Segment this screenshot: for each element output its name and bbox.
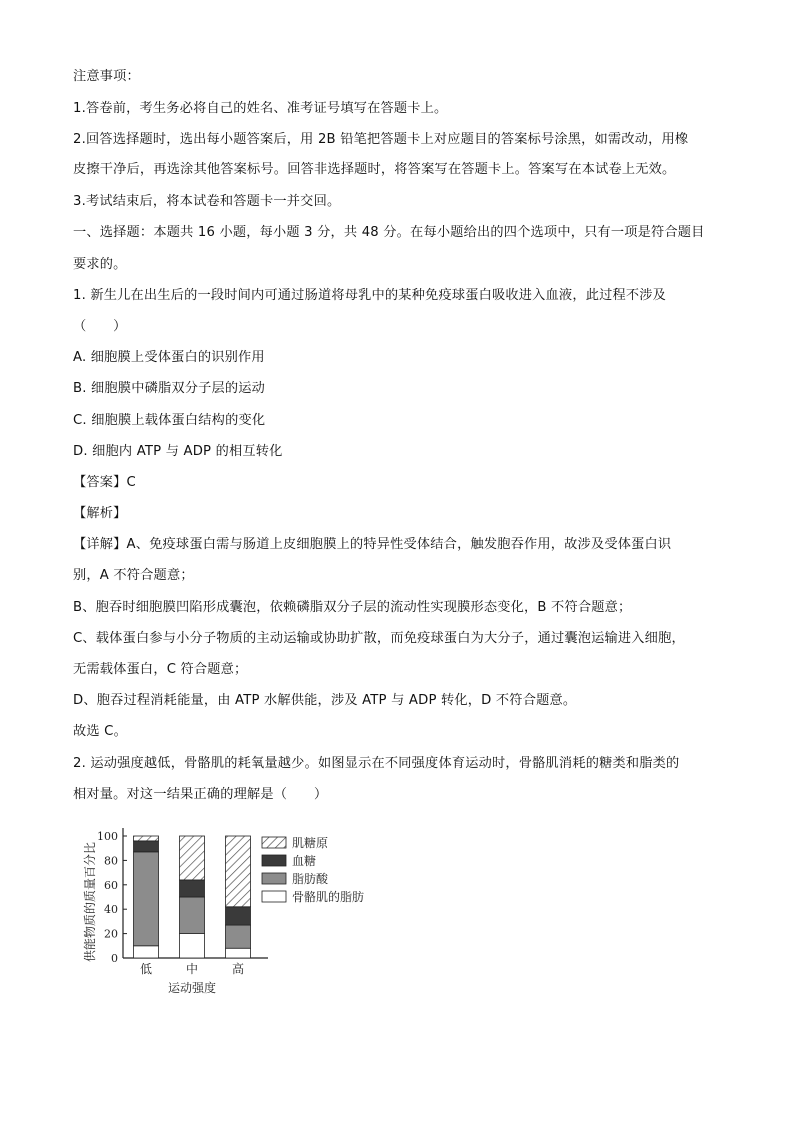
x-category-label: 中 [185,962,199,976]
bar-segment [134,946,159,958]
y-tick-label: 100 [97,830,118,843]
q1-detail-b: B、胞吞时细胞膜凹陷形成囊泡，依赖磷脂双分子层的流动性实现膜形态变化，B 不符合题意； [73,600,632,615]
x-axis-title: 运动强度 [167,981,217,995]
notice-item-2-line-1: 2.回答选择题时，选出每小题答案后，用 2B 铅笔把答题卡上对应题目的答案标号涂黑，如需改动，用橡 [73,132,689,147]
q1-detail-line-1: 【详解】A、免疫球蛋白需与肠道上皮细胞膜上的特异性受体结合，触发胞吞作用，故涉及受体蛋白识 [73,537,672,552]
y-tick-label: 20 [104,927,118,941]
stacked-bar-chart-svg [80,822,400,1012]
legend-label: 血糖 [292,854,317,868]
legend-label: 肌糖原 [292,836,329,850]
q1-option-b: B. 细胞膜中磷脂双分子层的运动 [73,381,266,396]
legend-swatch [262,891,286,902]
bar-segment [226,907,251,925]
bar-segment [134,841,159,852]
q1-conclusion: 故选 C。 [73,724,127,739]
q1-detail-c-line-1: C、载体蛋白参与小分子物质的主动运输或协助扩散，而免疫球蛋白为大分子，通过囊泡运输进入细胞， [73,631,685,646]
legend-label: 骨骼肌的脂肪 [292,890,365,904]
bar-segment [226,836,251,907]
y-axis-title: 供能物质的质量百分比 [83,841,97,963]
q1-option-c: C. 细胞膜上载体蛋白结构的变化 [73,413,266,428]
q2-stem-line-1: 2. 运动强度越低，骨骼肌的耗氧量越少。如图显示在不同强度体育运动时，骨骼肌消耗的糖类和脂类的 [73,756,680,771]
notice-item-2-line-2: 皮擦干净后，再选涂其他答案标号。回答非选择题时，将答案写在答题卡上。答案写在本试卷上无效。 [73,162,676,177]
q2-stem-line-2: 相对量。对这一结果正确的理解是（ ） [73,787,328,802]
x-category-label: 高 [231,962,245,976]
bar-segment [180,836,205,880]
q1-option-d: D. 细胞内 ATP 与 ADP 的相互转化 [73,444,283,459]
bar-segment [180,934,205,958]
bar-segment [180,880,205,897]
q1-option-a: A. 细胞膜上受体蛋白的识别作用 [73,350,265,365]
x-category-label: 低 [139,962,153,976]
q1-answer: 【答案】C [73,475,136,490]
bar-segment [134,852,159,946]
legend-label: 脂肪酸 [292,872,329,886]
y-tick-label: 40 [104,903,118,917]
notice-title: 注意事项： [73,69,140,84]
q1-stem-line-1: 1. 新生儿在出生后的一段时间内可通过肠道将母乳中的某种免疫球蛋白吸收进入血液，此过程不涉及 [73,288,667,303]
legend-swatch [262,873,286,884]
q1-detail-d: D、胞吞过程消耗能量，由 ATP 水解供能，涉及 ATP 与 ADP 转化，D 不符合题意。 [73,693,577,708]
notice-item-1: 1.答卷前，考生务必将自己的姓名、准考证号填写在答题卡上。 [73,101,448,116]
q1-detail-line-2: 别，A 不符合题意； [73,568,194,583]
notice-item-3: 3.考试结束后，将本试卷和答题卡一并交回。 [73,194,341,209]
legend-swatch [262,855,286,866]
legend-swatch [262,837,286,848]
energy-source-chart [80,822,400,1012]
q1-detail-c-line-2: 无需载体蛋白，C 符合题意； [73,662,248,677]
y-tick-label: 80 [104,854,118,868]
section-heading-line-1: 一、选择题：本题共 16 小题，每小题 3 分，共 48 分。在每小题给出的四个选项中，只有一项是符合题目 [73,225,705,240]
y-tick-label: 0 [111,952,118,965]
q1-stem-line-2: （ ） [73,319,127,334]
y-tick-label: 60 [104,878,118,892]
bar-segment [226,948,251,958]
section-heading-line-2: 要求的。 [73,257,127,272]
bar-segment [134,836,159,841]
q1-analysis-label: 【解析】 [73,506,127,521]
bar-segment [226,925,251,948]
bar-segment [180,897,205,934]
